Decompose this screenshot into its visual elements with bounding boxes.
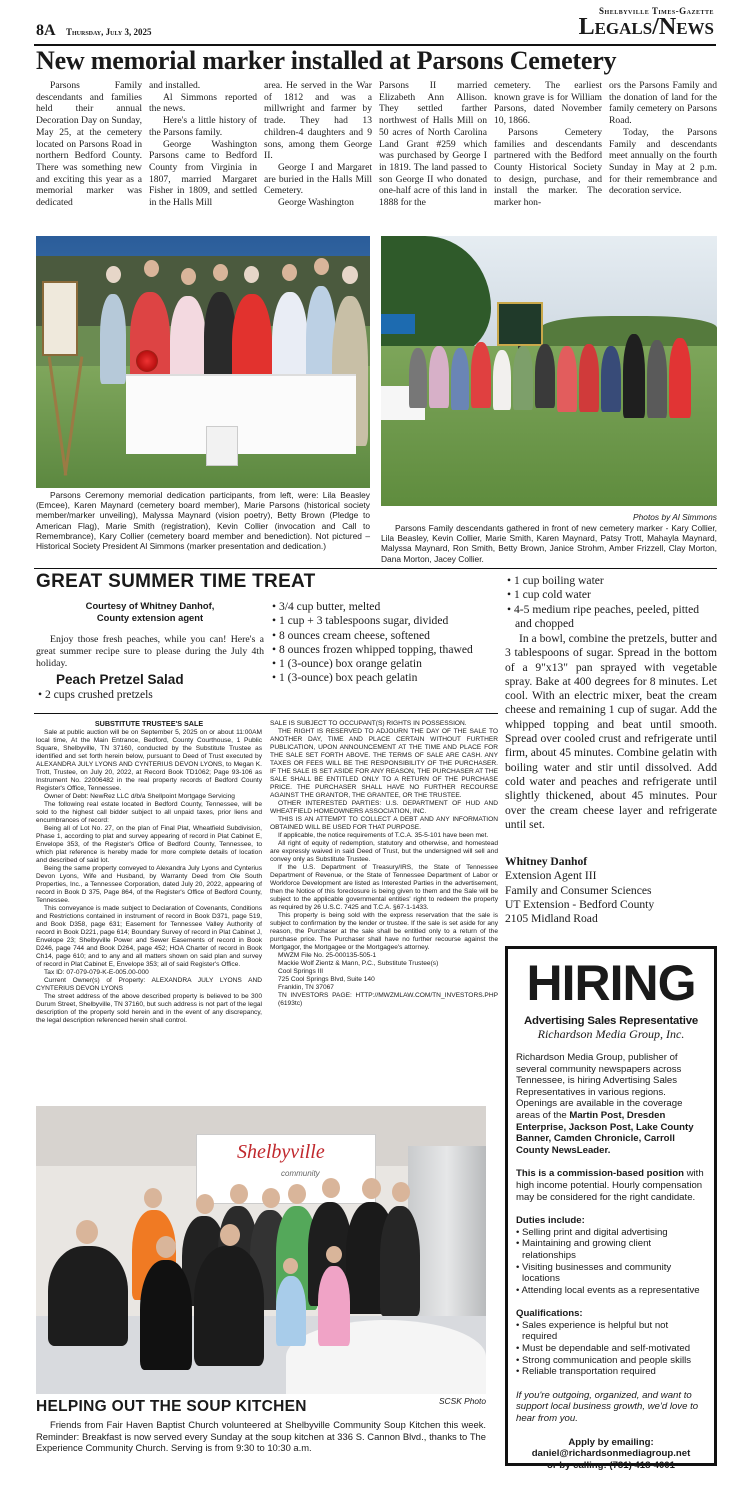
person: [471, 342, 491, 408]
recipe-signature: [505, 855, 717, 926]
legal-notice-title: SUBSTITUTE TRUSTEE'S SALE: [94, 719, 204, 728]
legal-paragraph: SALE IS SUBJECT TO OCCUPANT(S) RIGHTS IN POSSESSION.: [270, 720, 467, 727]
soup-photo-credit: SCSK Photo: [438, 1396, 486, 1406]
person-head: [262, 1188, 280, 1208]
person: [579, 344, 599, 412]
bucket: [206, 426, 238, 466]
wall-sign: [196, 1134, 376, 1204]
person-head: [322, 1178, 340, 1198]
page-number: 8A: [36, 22, 56, 39]
story-paragraph: and installed.: [149, 80, 201, 91]
ingredient: • 1 (3-ounce) box peach gelatin: [270, 671, 498, 685]
duty-item: • Maintaining and growing client relationships: [516, 1238, 706, 1261]
ceremony-photo-caption: Parsons Ceremony memorial dedication participants, from left, were: Lila Beasley (Emcee), Karen Maynard (cemetery board member), Marie Parsons (historical society member/marker unveiling), Malyssa Maynard (vision poetry), Betty Brown (Pledge to American Flag), Marie Smith (registration), Kevin Collier (invocation and Call to Remembrance), Kary Collier (cemetery board member and benediction). Not pictured – Historical Society President Al Simmons (marker presentation and dedication.): [36, 490, 370, 552]
story-column-6: [609, 80, 717, 197]
ingredients-list-a: [36, 688, 264, 702]
story-column-1: [36, 80, 142, 209]
legal-paragraph: If applicable, the notice requirements of T.C.A. 35-5-101 have been met.: [278, 832, 489, 839]
hiring-company: Richardson Media Group, Inc.: [537, 1027, 685, 1041]
legal-paragraph: Being all of Lot No. 27, on the plan of Final Plat, Wheatfield Subdivision, Phase 1, according to plat and survey appearing of record in Plat Cabinet E, Envelope 353, of the Register's Office of Bedford County, Tennessee, to which plat reference is hereby made for more complete details of location and described of said lot.: [36, 825, 262, 864]
publication-name: Shelbyville Times-Gazette: [599, 6, 714, 16]
person: [48, 1246, 128, 1346]
page-date: Thursday, July 3, 2025: [66, 27, 152, 37]
ingredients-list-b: [270, 600, 498, 686]
person-head: [156, 1236, 176, 1258]
person: [623, 334, 645, 418]
recipe-dish-name: Peach Pretzel Salad: [56, 672, 184, 687]
hiring-commission: This is a commission-based position with high income potential. Hourly compensation may be considered for the right candidate.: [516, 1168, 704, 1203]
person: [100, 294, 126, 384]
person-head: [144, 1188, 162, 1208]
ingredient: • 4-5 medium ripe peaches, peeled, pitted and chopped: [505, 603, 717, 632]
signoff-line: 725 Cool Springs Blvd, Suite 140: [278, 976, 375, 983]
story-column-2: [149, 80, 257, 209]
signoff-line: MWZM File No. 25-000135-505-1: [278, 952, 377, 959]
person: [557, 346, 577, 412]
signoff-line: Cool Springs III: [278, 968, 324, 975]
story-text: [264, 80, 372, 209]
historical-marker-sign: [497, 302, 543, 346]
story-text: Parsons II married Elizabeth Ann Allison. They settled farther northwest of Halls Mill on 50 acres of North Carolina Land Grant #259 which was purchased by George I in 1819. The land passed to son George II who donated one-half acre of this land in 1888 for the: [379, 80, 487, 209]
person: [669, 338, 691, 418]
person-head: [282, 264, 297, 281]
person: [318, 1266, 350, 1346]
flower-bouquet: [136, 350, 158, 372]
person: [493, 350, 511, 410]
sign-text: Shelbyville: [237, 1141, 325, 1163]
person: [140, 1260, 192, 1370]
legal-signoff: [270, 952, 498, 1008]
legal-notice-column-1: [36, 720, 262, 1025]
legal-paragraph: Owner of Debt: NewRez LLC d/b/a Shellpoint Mortgage Servicing: [44, 793, 235, 800]
sign-subtext: community: [281, 1169, 320, 1178]
duties-list: [516, 1227, 706, 1297]
quals-list: [516, 1320, 706, 1378]
apply-phone[interactable]: or by calling: (731) 418-4001: [547, 1459, 675, 1471]
ingredient: • 1 cup + 3 tablespoons sugar, divided: [270, 614, 498, 628]
person-head: [144, 260, 159, 277]
story-text: [609, 80, 717, 197]
recipe-intro: Enjoy those fresh peaches, while you can! Here's a great summer recipe sure to please during the July 4th holiday.: [36, 634, 264, 669]
apply-line: Apply by emailing:: [568, 1436, 654, 1448]
story-paragraph: George Washington Parsons came to Bedford County from Virginia in 1807, married Margaret Fisher in 1809, and settled in the Halls Mill: [149, 138, 257, 209]
soup-kitchen-caption: Friends from Fair Haven Baptist Church volunteered at Shelbyville Community Soup Kitchen this week. Reminder: Breakfast is now served every Sunday at the soup kitchen at 336 S. Cannon Blvd., thanks to The Experience Community Church. Serving is from 9:30 to 10:30 a.m.: [36, 1419, 486, 1454]
person-head: [220, 1224, 240, 1246]
story-paragraph: area. He served in the War of 1812 and was a millwright and farmer by trade. They had 13 children-4 daughters and 9 sons, among them George II.: [264, 80, 372, 162]
photo-credit: Photos by Al Simmons: [633, 512, 717, 522]
legal-paragraph: If the U.S. Department of Treasury/IRS, the State of Tennessee Department of Revenue, or the State of Tennessee Department of Labor or Workforce Development are listed as Interested Parties in the advertisement, then the Notice of this foreclosure is being given to them and the Sale will be subject to the applicable governmental entities' right to redeem the property as required by 26 U.S.C. 7425 and T.C.A. §67-1-1433.: [270, 864, 498, 911]
ingredient: • 8 ounces cream cheese, softened: [270, 629, 498, 643]
story-paragraph: George I and Margaret are buried in the Halls Mill Cemetery.: [264, 161, 372, 197]
qual-item: • Must be dependable and self-motivated: [516, 1343, 706, 1355]
section-rule: [34, 568, 717, 569]
person-head: [213, 264, 228, 281]
section-title: Legals/News: [578, 14, 714, 40]
story-text: [149, 80, 257, 209]
person-head: [76, 1220, 98, 1244]
recipe-title: GREAT SUMMER TIME TREAT: [36, 571, 316, 592]
person: [601, 346, 621, 412]
signoff-line: TN INVESTORS PAGE: HTTP://MWZMLAW.COM/TN_INVESTORS.PHP (6193tc): [278, 992, 498, 1007]
recipe-directions: In a bowl, combine the pretzels, butter and 3 tablespoons of sugar. Spread in the bottom of a 9"x13" pan sprayed with vegetable spray. Bake at 400 degrees for 8 minutes. Let cool. With an electric mixer, beat the cream cheese and remaining 1 cup of sugar. Add the whipped topping and beat until smooth. Spread over cooled crust and refrigerate until firm, about 45 minutes. Combine gelatin with boiling water and stir until dissolved. Add cold water and peaches and refrigerate until slightly thickened, about 45 minutes. Pour over the cream cheese layer and refrigerate until set.: [505, 632, 717, 831]
person: [513, 346, 533, 410]
family-photo-caption: Parsons Family descendants gathered in front of new cemetery marker - Kary Collier, Lila Beasley, Kevin Collier, Marie Smith, Karen Maynard, Patsy Trott, Mahayla Maynard, Malyssa Maynard, Ron Smith, Betty Brown, Janice Strohm, Amber Frizzell, Clay Morton, Dana Morton, Jacey Collier.: [381, 523, 717, 564]
person-head: [288, 1184, 306, 1204]
person: [194, 1246, 264, 1366]
story-text: [494, 80, 602, 209]
legal-paragraph: Current Owner(s) of Property: ALEXANDRA JULY LYONS AND CYNTERIUS DEVON LYONS: [36, 977, 262, 992]
legal-paragraph: OTHER INTERESTED PARTIES: U.S. DEPARTMENT OF HUD AND WHEATFIELD HOMEOWNERS ASSOCIATION, INC.: [270, 800, 498, 815]
person-head: [244, 266, 259, 283]
qual-item: • Reliable transportation required: [516, 1366, 706, 1378]
duty-item: • Attending local events as a representative: [516, 1285, 706, 1297]
ingredient: • 1 cup cold water: [505, 588, 717, 602]
legal-paragraph: This property is being sold with the express reservation that the sale is subject to confirmation by the lender or trustee. If the sale is set aside for any reason, the Purchaser at the sale shall be entitled only to a return of the purchase price. The Purchaser shall have no further recourse against the Mortgagor, the Mortgagee or the Mortgagee's attorney.: [270, 912, 498, 951]
main-headline: New memorial marker installed at Parsons Cemetery: [36, 46, 617, 75]
signature-line: UT Extension - Bedford County: [505, 897, 655, 911]
person-head: [326, 1246, 342, 1263]
story-column-4: [379, 80, 487, 209]
hiring-closing: If you're outgoing, organized, and want to support local business growth, we'd love to hear from you.: [516, 1389, 699, 1425]
ceremony-photo: [36, 236, 370, 488]
ingredients-list-c: [505, 574, 717, 631]
signature-line: Extension Agent III: [505, 869, 597, 883]
ingredient: • 1 (3-ounce) box orange gelatin: [270, 657, 498, 671]
ingredient: • 3/4 cup butter, melted: [270, 600, 498, 614]
legal-notice-column-2: [270, 720, 498, 1008]
legal-paragraph: THE RIGHT IS RESERVED TO ADJOURN THE DAY OF THE SALE TO ANOTHER DAY, TIME AND PLACE CERTAIN WITHOUT FURTHER PUBLICATION, UPON ANNOUNCEMENT AT THE TIME AND PLACE FOR THE SALE SET FORTH ABOVE. THE TERMS OF SALE ARE CASH. ANY TAXES OR FEES WILL BE THE RESPONSIBILITY OF THE PURCHASER. IF THE SALE IS SET ASIDE FOR ANY REASON, THE PURCHASER AT THE SALE SHALL BE ENTITLED ONLY TO A RETURN OF THE PURCHASE PRICE. THE PURCHASER SHALL HAVE NO FURTHER RECOURSE AGAINST THE GRANTOR, THE GRANTEE, OR THE TRUSTEE.: [270, 728, 498, 799]
story-paragraph: Parsons Cemetery families and descendants partnered with the Bedford County Historical Society to design, purchase, and install the marker. The marker hon-: [494, 126, 602, 209]
person: [429, 346, 449, 408]
person-head: [106, 266, 121, 283]
story-text: Parsons Family descendants and families held their annual Decoration Day on Sunday, May 25, at the cemetery located on Parsons Road in northern Bedford County. There was something new and exciting this year as a memorial marker was dedicated: [36, 80, 142, 209]
signature-name: Whitney Danhof: [505, 855, 588, 868]
ingredient: • 8 ounces frozen whipped topping, thawed: [270, 643, 498, 657]
story-paragraph: Here's a little history of the Parsons family.: [149, 115, 257, 138]
easel-board: [42, 281, 78, 356]
signoff-line: Franklin, TN 37067: [278, 984, 334, 991]
hiring-ad: [505, 946, 717, 1471]
person-head: [342, 266, 358, 284]
hiring-position: Advertising Sales Representative: [523, 1015, 699, 1027]
ingredient: • 2 cups crushed pretzels: [36, 688, 264, 702]
signature-line: 2105 Midland Road: [505, 912, 598, 926]
family-marker-photo: [381, 236, 717, 506]
byline-line: County extension agent: [96, 612, 204, 623]
duty-item: • Selling print and digital advertising: [516, 1227, 706, 1239]
legal-paragraph: The street address of the above described property is believed to be 300 Durum Street, Shelbyville, TN 37160, but such address is not part of the legal description of the property sold herein and in the event of any discrepancy, the legal description referenced herein shall control.: [36, 993, 262, 1024]
legal-paragraph: The following real estate located in Bedford County, Tennessee, will be sold to the highest call bidder subject to all unpaid taxes, prior liens and encumbrances of record:: [36, 801, 262, 824]
hiring-apply: [516, 1437, 706, 1472]
recipe-byline: [36, 600, 264, 624]
story-paragraph: George Washington: [278, 197, 354, 209]
person-head: [181, 268, 196, 285]
person: [647, 340, 667, 418]
person: [380, 1206, 420, 1316]
story-column-5: [494, 80, 602, 209]
quals-title: Qualifications:: [516, 1308, 583, 1320]
person: [535, 344, 555, 408]
legal-paragraph: Sale at public auction will be on September 5, 2025 on or about 11:00AM local time, At the Main Entrance, Bedford, County Courthouse, 1 Public Square, Shelbyville, TN 37160, conducted by the Substitute Trustee as identified and set forth herein below, pursuant to Deed of Trust executed by ALEXANDRA JULY LYONS AND CYNTERIUS DEVON LYONS, to Megan K. Trott, Trustee, on July 20, 2022, at Record Book TD1062; Page 93-106 as Instrument No. 22006482 in the real property records of Bedford County Register's Office, Tennessee.: [36, 729, 262, 792]
qual-item: • Strong communication and people skills: [516, 1355, 706, 1367]
person-head: [392, 1182, 410, 1202]
person: [276, 1276, 306, 1346]
signature-line: Family and Consumer Sciences: [505, 883, 652, 897]
person-head: [314, 258, 329, 275]
section-rule: [34, 713, 498, 714]
ingredient: • 1 cup boiling water: [505, 574, 717, 588]
apply-email[interactable]: daniel@richardsonmediagroup.net: [531, 1448, 691, 1460]
legal-paragraph: All right of equity of redemption, statutory and otherwise, and homestead are expressly waived in said Deed of Trust, but the undersigned will sell and convey only as Substitute Trustee.: [270, 840, 498, 863]
story-paragraph: Today, the Parsons Family and descendants meet annually on the fourth Sunday in May at 2 p.m. for their remembrance and decoration service.: [609, 126, 717, 197]
person-head: [283, 1258, 298, 1274]
story-paragraph: cemetery. The earliest known grave is for William Parsons, dated November 10, 1866.: [494, 80, 602, 127]
hiring-title: HIRING: [526, 955, 696, 1011]
legal-paragraph: Being the same property conveyed to Alexandra July Lyons and Cynterius Devon Lyons, Wife and Husband, by Warranty Deed from Ole South Properties, Inc., a Tennessee Corporation, dated July 20, 2022, appearing of record in Book D 375, Page 864, of the Register's Office of Bedford County, Tennessee.: [36, 865, 262, 904]
tent: [381, 314, 415, 334]
soup-kitchen-title: HELPING OUT THE SOUP KITCHEN: [36, 1398, 307, 1415]
white-table: [126, 374, 356, 454]
person-head: [230, 1184, 248, 1204]
byline-line: Courtesy of Whitney Danhof,: [85, 600, 215, 611]
story-column-3: [264, 80, 372, 209]
legal-paragraph: THIS IS AN ATTEMPT TO COLLECT A DEBT AND ANY INFORMATION OBTAINED WILL BE USED FOR THAT PURPOSE.: [270, 816, 498, 831]
duties-title: Duties include:: [516, 1215, 585, 1227]
legal-paragraph: Tax ID: 07-079-079-K-E-005.00-000: [44, 969, 149, 976]
person: [451, 348, 469, 410]
story-paragraph: Al Simmons reported the news.: [149, 91, 257, 115]
person-head: [196, 1194, 214, 1214]
hiring-body: Richardson Media Group, publisher of several community newspapers across Tennessee, is hiring Advertising Sales Representatives in various regions. Openings are available in the coverage areas of the Martin Post, Dresden Enterprise, Jackson Post, Lake County Banner, Camden Chronicle, Carroll County NewsLeader.: [516, 1052, 694, 1156]
soup-kitchen-photo: [36, 1106, 486, 1394]
duty-item: • Visiting businesses and community locations: [516, 1262, 706, 1285]
qual-item: • Sales experience is helpful but not required: [516, 1320, 706, 1343]
signoff-line: Mackie Wolf Zientz & Mann, P.C., Substitute Trustee(s): [278, 960, 439, 967]
legal-paragraph: This conveyance is made subject to Declaration of Covenants, Conditions and Restrictions contained in instrument of record in Book D371, page 519, and Book D358, page 631; Easement for Tennessee Valley Authority of record in Book D221, page 614; Boundary Survey of record in Plat Cabinet J, Envelope 23; Shelbyville Power and Sewer Easements of record in Book D246, page 744 and Book D264, page 452; HOA Charter of record in Book Ch14, page 610; and to any and all matters shown on said plan and survey of record in Plat Cabinet E, Envelope 353; all of said Register's Office.: [36, 905, 262, 968]
story-paragraph: ors the Parsons Family and the donation of land for the family cemetery on Parsons Road.: [609, 80, 717, 127]
person-head: [362, 1178, 381, 1199]
round-table: [286, 1320, 486, 1394]
person: [409, 348, 427, 408]
